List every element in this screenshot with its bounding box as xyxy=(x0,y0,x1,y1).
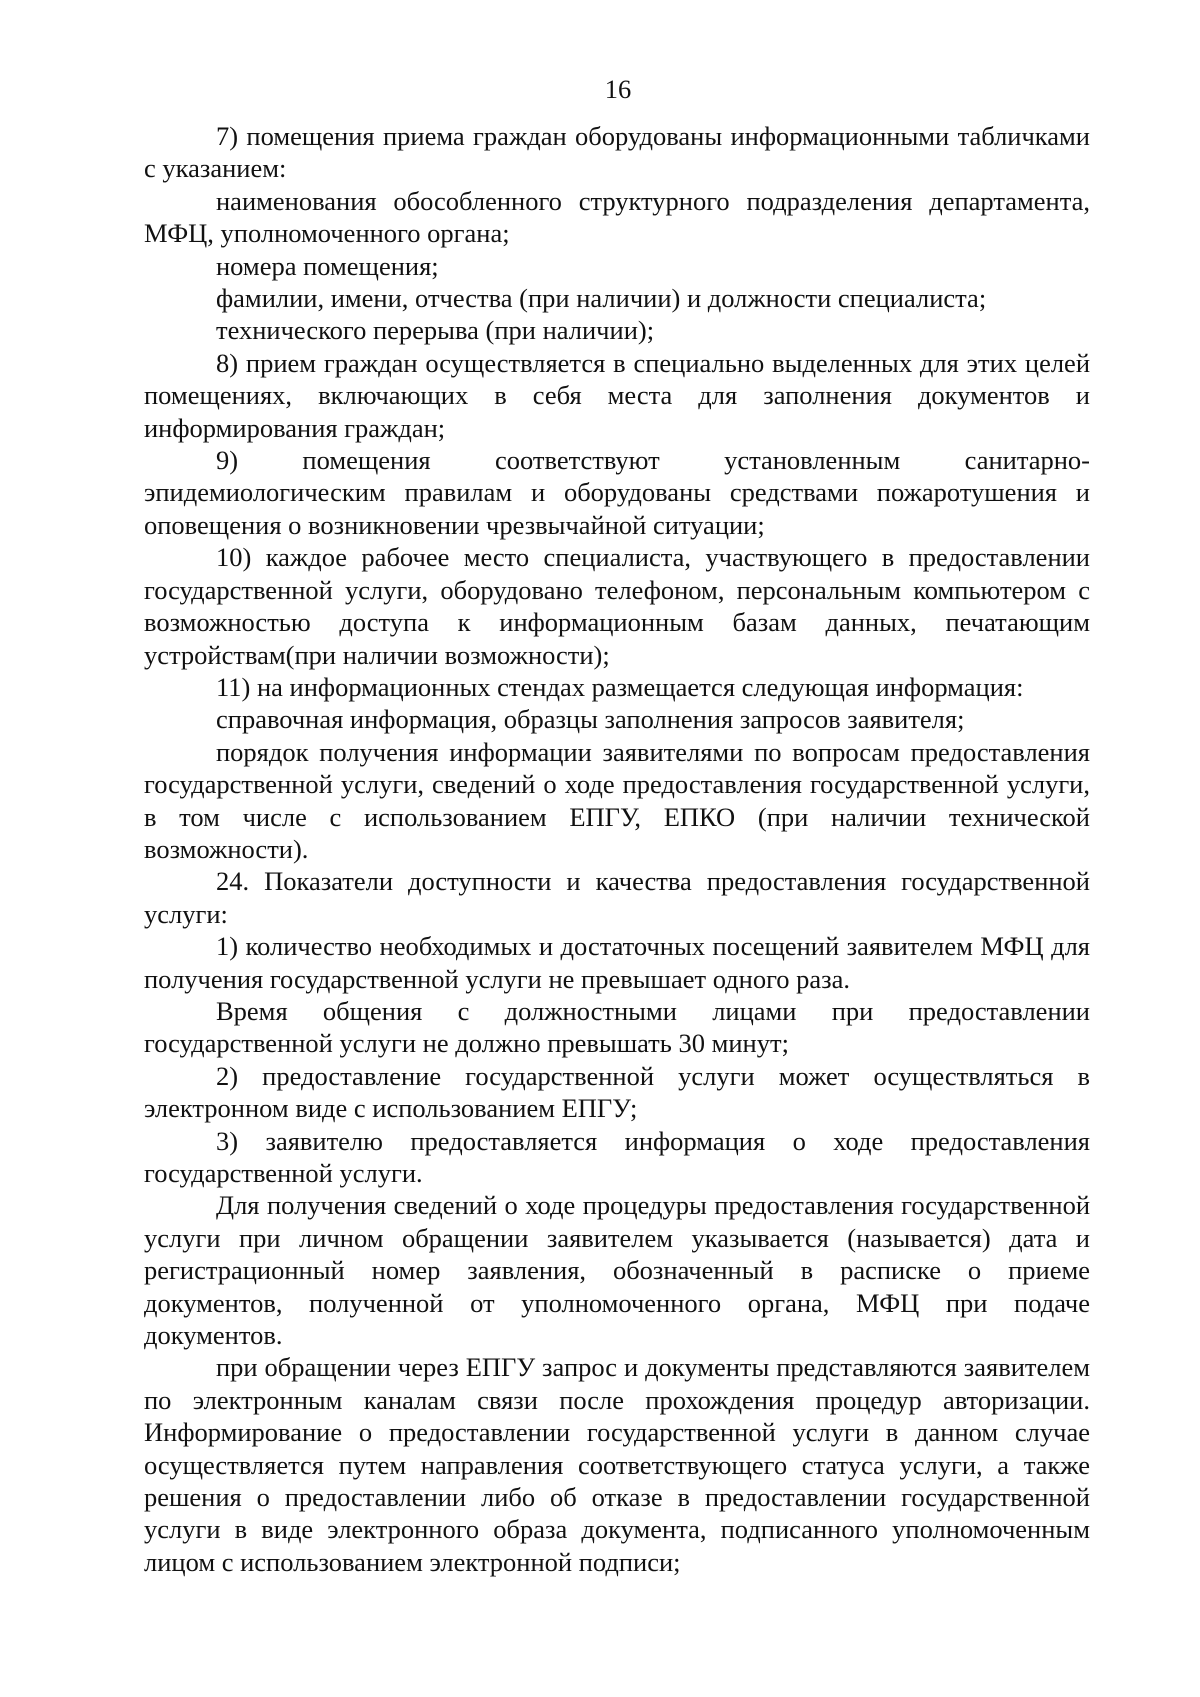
paragraph-indicator-1: 1) количество необходимых и достаточных посещений заявителем МФЦ для получения государственной услуги не превышает одного раза. xyxy=(144,931,1090,994)
paragraph-subitem-procedure: порядок получения информации заявителями по вопросам предоставления государственной услуги, сведений о ходе предоставления государственной услуги, в том числе с использованием ЕПГУ, ЕПКО (при наличии технической возможности). xyxy=(144,736,1090,864)
paragraph-indicator-3: 3) заявителю предоставляется информация о ходе предоставления государственной услуги. xyxy=(144,1125,1090,1188)
document-body xyxy=(144,120,1090,1578)
paragraph-item-11: 11) на информационных стендах размещается следующая информация: xyxy=(216,671,1024,702)
paragraph-epgu-request: при обращении через ЕПГУ запрос и документы представляются заявителем по электронным каналам связи после прохождения процедур авторизации. Информирование о предоставлении государственной услуги в данном случае осуществляется путем направления соответствующего статуса услуги, а также решения о предоставлении либо об отказе в предоставлении государственной услуги в виде электронного образа документа, подписанного уполномоченным лицом с использованием электронной подписи; xyxy=(144,1352,1090,1577)
paragraph-section-24: 24. Показатели доступности и качества предоставления государственной услуги: xyxy=(144,866,1090,929)
paragraph-subitem-reference-info: справочная информация, образцы заполнения запросов заявителя; xyxy=(216,704,965,735)
paragraph-subitem-break: технического перерыва (при наличии); xyxy=(216,315,655,346)
paragraph-item-7: 7) помещения приема граждан оборудованы информационными табличками с указанием: xyxy=(144,121,1090,184)
paragraph-subitem-specialist: фамилии, имени, отчества (при наличии) и должности специалиста; xyxy=(216,283,987,314)
page-number: 16 xyxy=(604,74,632,104)
paragraph-communication-time: Время общения с должностными лицами при предоставлении государственной услуги не должно превышать 30 минут; xyxy=(144,995,1090,1059)
paragraph-item-10: 10) каждое рабочее место специалиста, участвующего в предоставлении государственной услуги, оборудовано телефоном, персональным компьютером с возможностью доступа к информационным базам данных, печатающим устройствам(при наличии возможности); xyxy=(144,542,1090,670)
paragraph-progress-info: Для получения сведений о ходе процедуры предоставления государственной услуги при личном обращении заявителем указывается (называется) дата и регистрационный номер заявления, обозначенный в расписке о приеме документов, полученной от уполномоченного органа, МФЦ при подаче документов. xyxy=(144,1190,1090,1351)
paragraph-indicator-2: 2) предоставление государственной услуги может осуществляться в электронном виде с использованием ЕПГУ; xyxy=(144,1060,1090,1124)
paragraph-subitem-room-number: номера помещения; xyxy=(216,250,439,281)
paragraph-item-8: 8) прием граждан осуществляется в специально выделенных для этих целей помещениях, включающих в себя места для заполнения документов и информирования граждан; xyxy=(144,347,1090,443)
paragraph-subitem-name: наименования обособленного структурного подразделения департамента, МФЦ, уполномоченного органа; xyxy=(144,185,1090,249)
paragraph-item-9: 9) помещения соответствуют установленным санитарно-эпидемиологическим правилам и оборудованы средствами пожаротушения и оповещения о возникновении чрезвычайной ситуации; xyxy=(144,445,1090,540)
